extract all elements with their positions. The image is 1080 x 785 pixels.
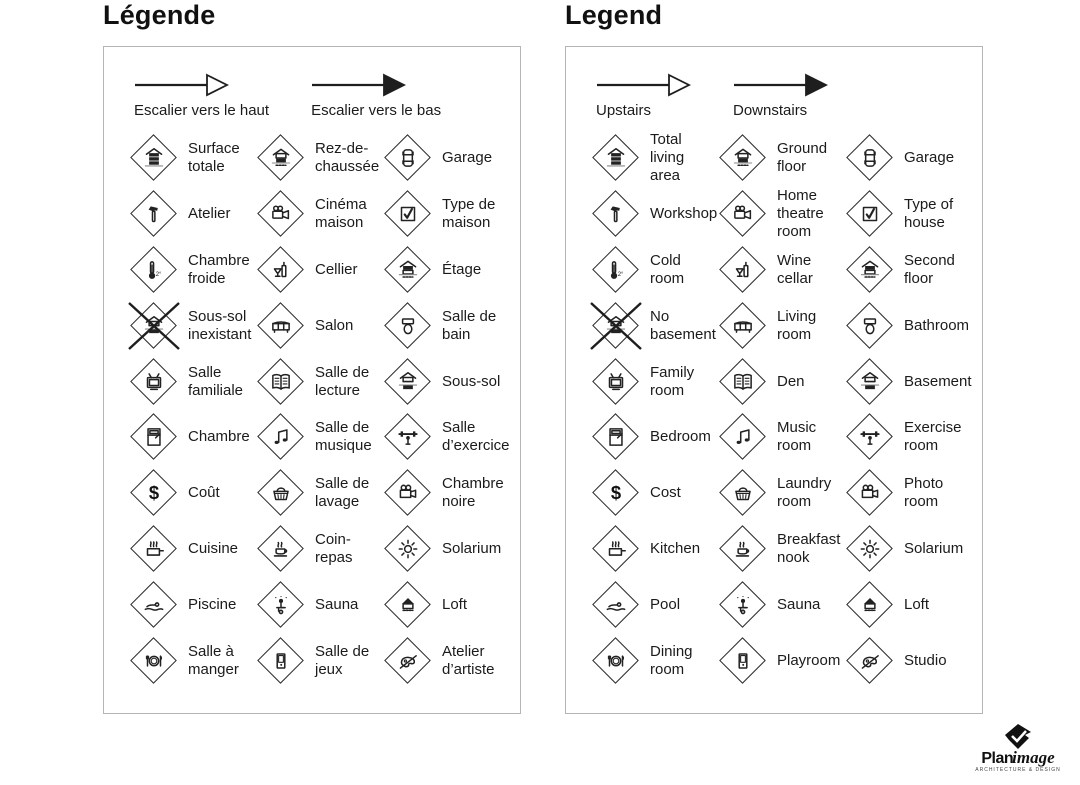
arrow-label: Upstairs <box>596 102 652 119</box>
sauna-icon <box>717 579 769 631</box>
legend-item <box>590 130 717 186</box>
loft-icon <box>844 579 896 631</box>
mid-floor-icon <box>844 244 896 296</box>
legend-item <box>382 354 509 410</box>
palette-icon <box>382 635 434 687</box>
ground-floor-icon <box>717 132 769 184</box>
legend-item-label: Type of house <box>904 195 954 231</box>
car-icon <box>382 132 434 184</box>
camera-icon <box>844 467 896 519</box>
pot-icon <box>128 523 180 575</box>
upstairs-arrow-group <box>134 73 269 119</box>
legend-item <box>717 633 844 689</box>
basket-icon <box>717 467 769 519</box>
legend-item-label: Living room <box>777 307 817 343</box>
book-icon <box>717 356 769 408</box>
legend-item <box>590 465 717 521</box>
legend-item-label: Exercise room <box>904 419 962 455</box>
legend-item <box>717 130 844 186</box>
legend-item <box>717 186 844 242</box>
no-basement-icon <box>590 300 642 352</box>
stairs-arrows-fr <box>104 47 520 119</box>
arrow-label: Downstairs <box>733 102 808 119</box>
legend-item <box>844 242 971 298</box>
legend-item-label: Coût <box>188 484 220 502</box>
legend-title-fr: Légende <box>103 0 216 30</box>
legend-item-label: Cinéma maison <box>315 195 367 231</box>
legend-item-label: Étage <box>442 260 482 278</box>
sofa-icon <box>717 300 769 352</box>
legend-item-label: Coin-repas <box>315 531 353 567</box>
arcade-icon <box>717 635 769 687</box>
toilet-icon <box>844 300 896 352</box>
barbell-icon <box>844 411 896 463</box>
legend-item <box>844 577 971 633</box>
legend-item-label: Salle de jeux <box>315 642 370 678</box>
logo-tagline: ARCHITECTURE & DESIGN <box>975 767 1061 773</box>
legend-item <box>382 298 509 354</box>
planimage-logo-icon <box>1001 723 1035 750</box>
legend-item-label: Dining room <box>650 642 693 678</box>
legend-item-label: Basement <box>904 372 972 390</box>
checkbox-icon <box>382 188 434 240</box>
legend-item-label: Music room <box>777 419 817 455</box>
legend-item <box>844 354 971 410</box>
sun-icon <box>382 523 434 575</box>
legend-item <box>382 521 509 577</box>
legend-item <box>717 465 844 521</box>
outline-arrow-icon <box>596 73 691 97</box>
legend-item-label: Salle à manger <box>188 642 239 678</box>
legend-item <box>590 186 717 242</box>
palette-icon <box>844 635 896 687</box>
legend-item-label: Garage <box>442 148 493 166</box>
legend-item <box>382 242 509 298</box>
camera-icon <box>382 467 434 519</box>
legend-item <box>844 298 971 354</box>
legend-item <box>128 465 255 521</box>
legend-item <box>590 577 717 633</box>
legend-item <box>382 465 509 521</box>
legend-item <box>255 465 382 521</box>
logo-brand-text <box>972 748 1064 767</box>
legend-item <box>717 409 844 465</box>
legend-item <box>255 242 382 298</box>
stairs-arrows-en <box>566 47 982 119</box>
pot-icon <box>590 523 642 575</box>
legend-item <box>717 577 844 633</box>
cup-icon <box>255 523 307 575</box>
bed-icon <box>128 411 180 463</box>
legend-item <box>844 130 971 186</box>
basement-icon <box>382 356 434 408</box>
svg-text:2°: 2° <box>617 271 624 278</box>
legend-item <box>255 298 382 354</box>
legend-item <box>255 130 382 186</box>
legend-item-label: Photo room <box>904 475 944 511</box>
no-basement-icon <box>128 300 180 352</box>
legend-item <box>844 465 971 521</box>
hammer-icon <box>128 188 180 240</box>
downstairs-arrow-group <box>733 73 828 119</box>
legend-item <box>255 633 382 689</box>
arrow-label: Escalier vers le haut <box>134 102 270 119</box>
bed-icon <box>590 411 642 463</box>
projector-icon <box>717 188 769 240</box>
legend-item <box>844 521 971 577</box>
legend-item-label: Wine cellar <box>777 251 813 287</box>
legend-item <box>590 298 717 354</box>
legend-item-label: Salle de lecture <box>315 363 370 399</box>
mid-floor-icon <box>382 244 434 296</box>
legend-item-label: Home theatre room <box>777 186 824 240</box>
legend-item-label: Salle d’exercice <box>442 419 510 455</box>
legend-item-label: Studio <box>904 651 947 669</box>
legend-item <box>128 186 255 242</box>
dining-icon <box>590 635 642 687</box>
legend-item-label: Bedroom <box>650 428 711 446</box>
floors-filled-icon <box>590 132 642 184</box>
legend-item-label: Chambre <box>188 428 250 446</box>
arcade-icon <box>255 635 307 687</box>
floors-filled-icon <box>128 132 180 184</box>
legend-item-label: Surface totale <box>188 139 240 175</box>
downstairs-arrow-group <box>311 73 441 119</box>
legend-item <box>128 409 255 465</box>
legend-item-label: Cuisine <box>188 540 239 558</box>
dollar-icon <box>128 467 180 519</box>
legend-item <box>255 409 382 465</box>
projector-icon <box>255 188 307 240</box>
legend-item-label: Laundry room <box>777 475 832 511</box>
music-icon <box>717 411 769 463</box>
checkbox-icon <box>844 188 896 240</box>
book-icon <box>255 356 307 408</box>
filled-arrow-icon <box>733 73 828 97</box>
legend-item <box>128 577 255 633</box>
legend-item <box>128 633 255 689</box>
arrow-label: Escalier vers le bas <box>311 102 442 119</box>
legend-item <box>128 130 255 186</box>
legend-item-label: Solarium <box>904 540 964 558</box>
legend-item-label: Loft <box>442 596 468 614</box>
legend-item-label: Cellier <box>315 260 358 278</box>
sofa-icon <box>255 300 307 352</box>
legend-item-label: Pool <box>650 596 681 614</box>
cross-out-mark <box>588 298 644 354</box>
legend-item-label: Rez-de-chaussée <box>315 139 380 175</box>
legend-item-label: Breakfast nook <box>777 531 841 567</box>
svg-text:2°: 2° <box>155 271 162 278</box>
toilet-icon <box>382 300 434 352</box>
legend-item <box>382 130 509 186</box>
legend-item <box>717 242 844 298</box>
sun-icon <box>844 523 896 575</box>
hammer-icon <box>590 188 642 240</box>
legend-title-en: Legend <box>565 0 663 30</box>
car-icon <box>844 132 896 184</box>
tv-icon <box>128 356 180 408</box>
legend-item-label: Cold room <box>650 251 685 287</box>
dining-icon <box>128 635 180 687</box>
legend-item-label: Garage <box>904 148 955 166</box>
svg-text:$: $ <box>148 482 160 504</box>
ground-floor-icon <box>255 132 307 184</box>
legend-item <box>717 521 844 577</box>
legend-item <box>128 354 255 410</box>
wine-icon <box>255 244 307 296</box>
legend-item <box>590 633 717 689</box>
wine-icon <box>717 244 769 296</box>
upstairs-arrow-group <box>596 73 691 119</box>
legend-grid-en <box>566 130 982 689</box>
legend-panel-fr <box>103 46 521 714</box>
legend-panel-en <box>565 46 983 714</box>
legend-item-label: Salle de bain <box>442 307 497 343</box>
legend-item-label: Chambre noire <box>442 475 504 511</box>
barbell-icon <box>382 411 434 463</box>
filled-arrow-icon <box>311 73 406 97</box>
legend-item-label: Piscine <box>188 596 237 614</box>
legend-item <box>255 186 382 242</box>
legend-item <box>255 577 382 633</box>
logo-brand-plan: Plan <box>981 750 1014 767</box>
legend-item <box>717 298 844 354</box>
legend-item <box>382 186 509 242</box>
svg-text:$: $ <box>610 482 622 504</box>
legend-item <box>382 577 509 633</box>
legend-item <box>844 633 971 689</box>
legend-item <box>717 354 844 410</box>
legend-item-label: Bathroom <box>904 316 970 334</box>
legend-item-label: Cost <box>650 484 681 502</box>
legend-item-label: Solarium <box>442 540 502 558</box>
legend-item <box>844 186 971 242</box>
legend-item-label: Workshop <box>650 204 718 222</box>
cup-icon <box>717 523 769 575</box>
legend-item-label: Second floor <box>904 251 955 287</box>
legend-item-label: Salon <box>315 316 354 334</box>
planimage-logo <box>972 723 1064 773</box>
legend-item-label: Kitchen <box>650 540 701 558</box>
dollar-icon <box>590 467 642 519</box>
legend-item-label: Salle de musique <box>315 419 372 455</box>
legend-item <box>128 521 255 577</box>
tv-icon <box>590 356 642 408</box>
legend-item <box>128 242 255 298</box>
legend-item-label: Atelier <box>188 204 231 222</box>
outline-arrow-icon <box>134 73 229 97</box>
swimmer-icon <box>128 579 180 631</box>
legend-item-label: Playroom <box>777 651 841 669</box>
legend-grid-fr <box>104 130 520 689</box>
legend-item <box>590 521 717 577</box>
music-icon <box>255 411 307 463</box>
legend-item-label: Sous-sol <box>442 372 501 390</box>
legend-item <box>255 354 382 410</box>
legend-item-label: Type de maison <box>442 195 496 231</box>
legend-item-label: Sauna <box>315 596 359 614</box>
legend-item <box>255 521 382 577</box>
legend-item-label: Den <box>777 372 805 390</box>
legend-item-label: Family room <box>650 363 695 399</box>
legend-item-label: Loft <box>904 596 930 614</box>
legend-item-label: Sous-sol inexistant <box>188 307 252 343</box>
logo-brand-image: image <box>1012 748 1055 767</box>
loft-icon <box>382 579 434 631</box>
basket-icon <box>255 467 307 519</box>
basement-icon <box>844 356 896 408</box>
legend-item-label: Ground floor <box>777 139 828 175</box>
legend-item-label: Total living area <box>650 130 685 184</box>
legend-item <box>590 354 717 410</box>
legend-item <box>590 409 717 465</box>
legend-item-label: Chambre froide <box>188 251 250 287</box>
thermometer-icon <box>128 244 180 296</box>
thermometer-icon <box>590 244 642 296</box>
legend-item <box>128 298 255 354</box>
legend-item-label: Salle de lavage <box>315 475 370 511</box>
legend-item <box>382 409 509 465</box>
sauna-icon <box>255 579 307 631</box>
legend-item-label: Atelier d’artiste <box>442 642 495 678</box>
legend-item <box>382 633 509 689</box>
legend-item-label: Salle familiale <box>188 363 244 399</box>
legend-item-label: No basement <box>650 307 716 343</box>
legend-item <box>844 409 971 465</box>
swimmer-icon <box>590 579 642 631</box>
legend-item <box>590 242 717 298</box>
cross-out-mark <box>126 298 182 354</box>
legend-item-label: Sauna <box>777 596 821 614</box>
